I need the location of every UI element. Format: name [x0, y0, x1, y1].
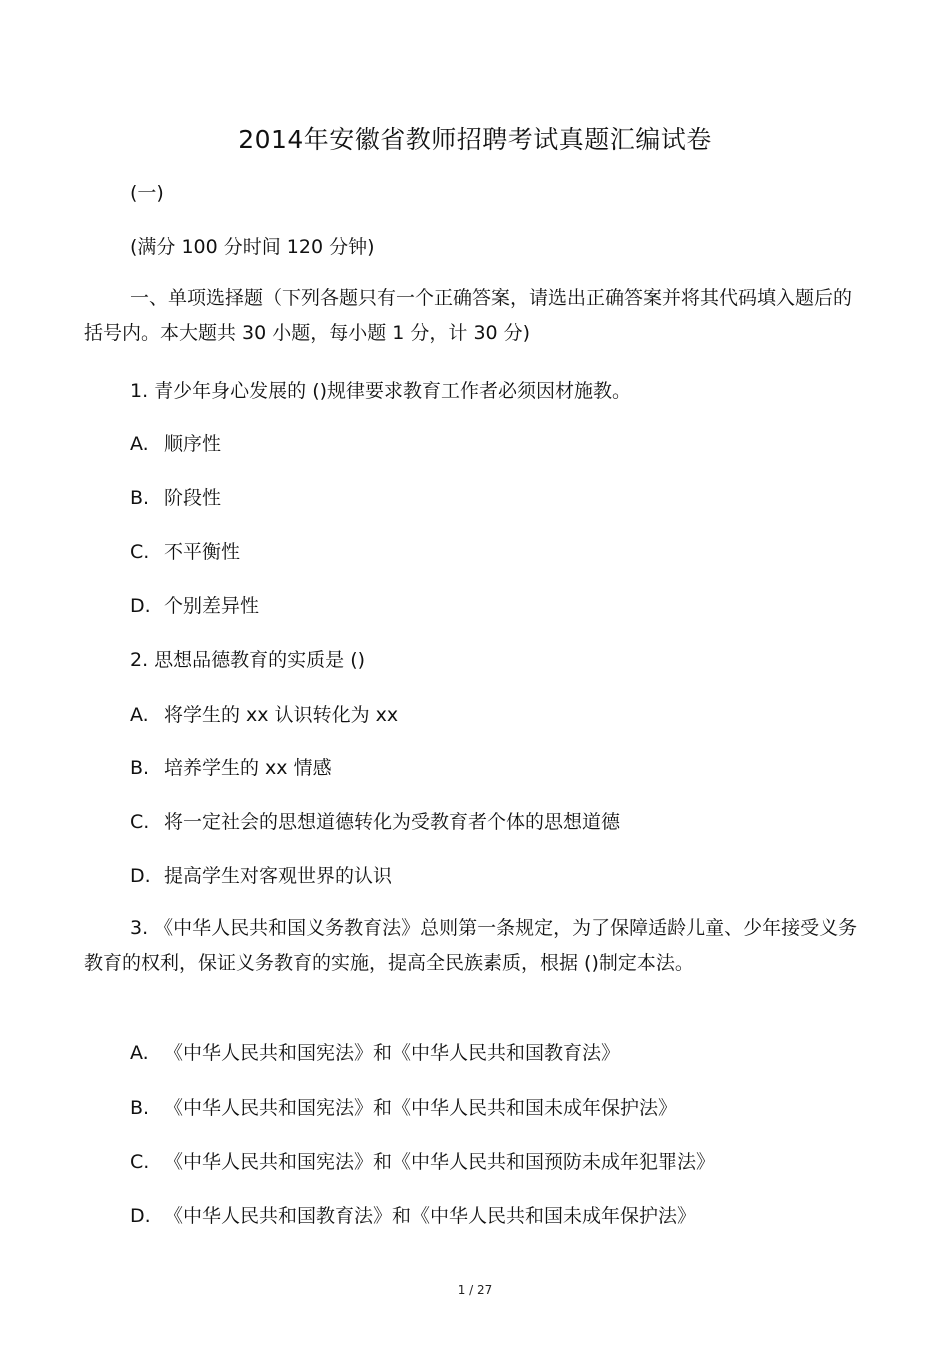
option-letter: B. — [130, 757, 150, 779]
option-text: 将一定社会的思想道德转化为受教育者个体的思想道德 — [164, 811, 621, 833]
question-1-option-c — [130, 538, 240, 566]
option-text: 个别差异性 — [164, 595, 260, 617]
option-text: 《中华人民共和国宪法》和《中华人民共和国预防未成年犯罪法》 — [164, 1151, 716, 1173]
question-1-stem: 1. 青少年身心发展的 ()规律要求教育工作者必须因材施教。 — [130, 380, 632, 402]
section-intro — [84, 281, 864, 351]
question-1-option-d — [130, 592, 259, 620]
option-text: 《中华人民共和国宪法》和《中华人民共和国教育法》 — [164, 1042, 621, 1064]
question-3-stem-text: 3. 《中华人民共和国义务教育法》总则第一条规定，为了保障适龄儿童、少年接受义务教育的权利，保证义务教育的实施，提高全民族素质，根据 ()制定本法。 — [84, 917, 858, 974]
question-2-option-b — [130, 754, 332, 782]
question-1-option-a — [130, 430, 221, 458]
question-2-option-a — [130, 701, 398, 729]
question-1-option-b — [130, 484, 221, 512]
option-letter: B. — [130, 487, 150, 509]
question-2-stem: 2. 思想品德教育的实质是 () — [130, 649, 366, 671]
section-intro-text: 一、单项选择题（下列各题只有一个正确答案，请选出正确答案并将其代码填入题后的括号内。本大题共 30 小题，每小题 1 分，计 30 分) — [84, 287, 853, 344]
option-letter: D. — [130, 865, 151, 887]
option-letter: C. — [130, 541, 150, 563]
option-text: 《中华人民共和国教育法》和《中华人民共和国未成年保护法》 — [164, 1205, 697, 1227]
option-letter: A. — [130, 1042, 149, 1064]
option-text: 不平衡性 — [164, 541, 241, 563]
paper-subtitle: (一) — [130, 182, 164, 204]
option-text: 培养学生的 xx 情感 — [164, 757, 332, 779]
option-letter: A. — [130, 433, 149, 455]
option-text: 顺序性 — [164, 433, 222, 455]
question-3-stem — [84, 911, 864, 981]
option-letter: D. — [130, 1205, 151, 1227]
option-letter: A. — [130, 704, 149, 726]
question-2-option-c — [130, 808, 620, 836]
option-letter: B. — [130, 1097, 150, 1119]
option-letter: C. — [130, 1151, 150, 1173]
option-text: 将学生的 xx 认识转化为 xx — [164, 704, 399, 726]
document-title: 2014年安徽省教师招聘考试真题汇编试卷 — [238, 125, 712, 154]
option-letter: C. — [130, 811, 150, 833]
page-indicator: 1 / 27 — [457, 1283, 493, 1297]
question-3-option-c — [130, 1148, 715, 1176]
option-letter: D. — [130, 595, 151, 617]
option-text: 《中华人民共和国宪法》和《中华人民共和国未成年保护法》 — [164, 1097, 678, 1119]
question-3-option-b — [130, 1094, 677, 1122]
option-text: 阶段性 — [164, 487, 222, 509]
score-info: (满分 100 分时间 120 分钟) — [130, 236, 375, 258]
option-text: 提高学生对客观世界的认识 — [164, 865, 393, 887]
question-3-option-d — [130, 1202, 696, 1230]
question-2-option-d — [130, 862, 392, 890]
question-3-option-a — [130, 1039, 620, 1067]
